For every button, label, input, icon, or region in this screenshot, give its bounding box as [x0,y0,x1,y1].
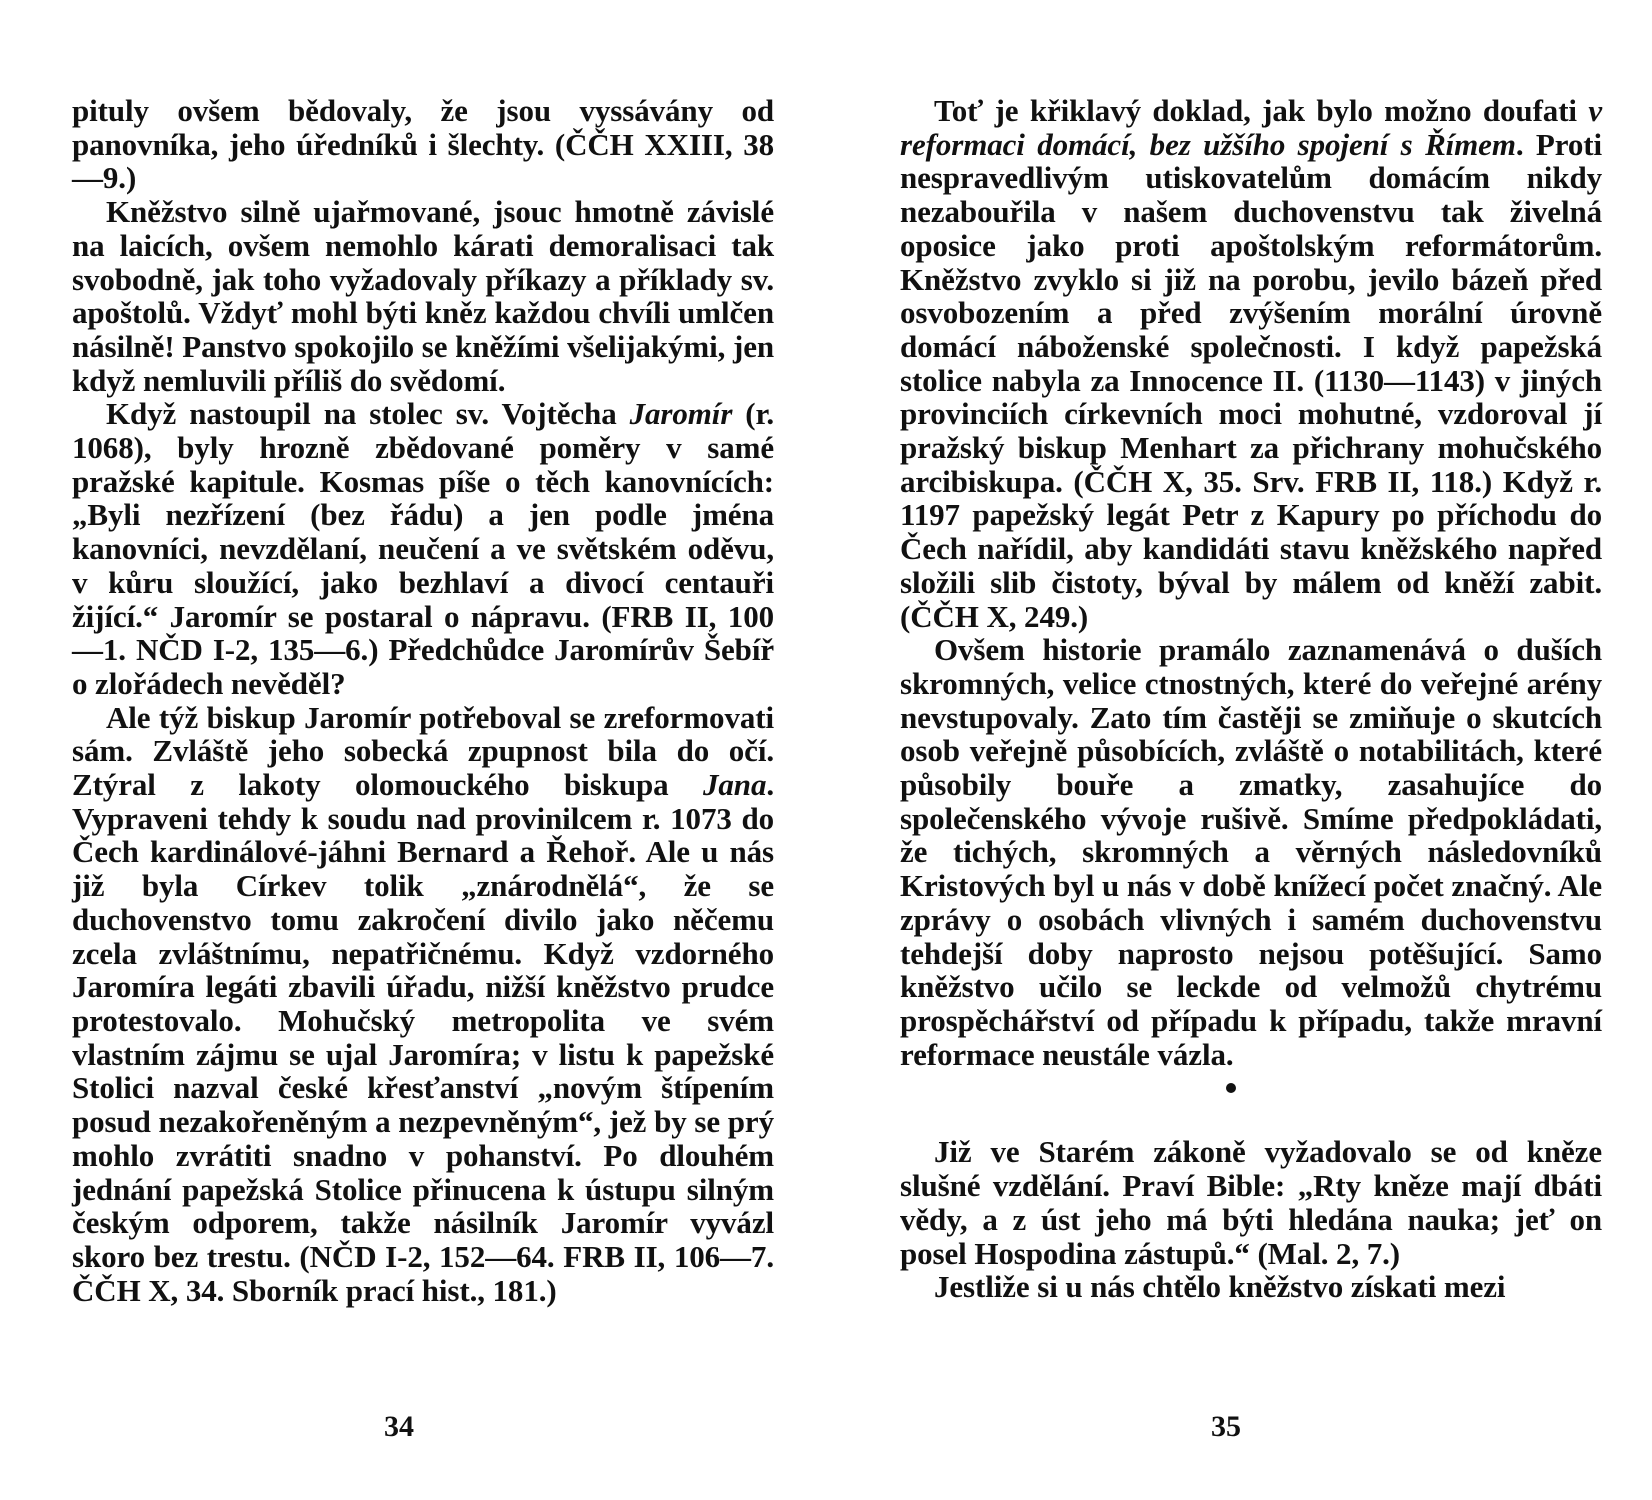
text-run: (r. 1068), byly hrozně zbědované poměry v samé pražské kapitule. Kosmas píše o těch kanovnících: „Byli nezřízení (bez řádu) a jen podle jména kanovníci, nevzdělaní, neučení a ve světském oděvu, v kůru sloužící, jako bezhlaví a divocí centauři žijící.“ Jaromír se postaral o nápravu. (FRB II, 100—1. NČD I-2, 135—6.) Předchůdce Jaromírův Šebíř o zlořádech nevěděl? [72,396,774,701]
text-run: pituly ovšem bědovaly, že jsou vyssávány od panovníka, jeho úředníků i šlechty. (ČČH XXIII, 38—9.) [72,93,774,196]
text-run: . Vypraveni tehdy k soudu nad provinilcem r. 1073 do Čech kardinálové-jáhni Bernard a Řehoř. Ale u nás již byla Církev tolik „znárodnělá“, že se duchovenstvo tomu zakročení divilo jako něčemu zcela zvláštnímu, nepatřičnému. Když vzdorného Jaromíra legáti zbavili úřadu, nižší kněžstvo prudce protestovalo. Mohučský metropolita ve svém vlastním zájmu se ujal Jaromíra; v listu k papežské Stolici nazval české křesťanství „novým štípením posud nezakořeněným a nezpevněným“, jež by se prý mohlo zvrátiti snadno v pohanství. Po dlouhém jednání papežská Stolice přinucena k ústupu silným českým odporem, takže násilník Jaromír vyvázl skoro bez trestu. (NČD I-2, 152—64. FRB II, 106—7. ČČH X, 34. Sborník prací hist., 181.) [72,767,774,1308]
paragraph [900,1270,1602,1304]
left-page [72,94,774,1307]
text-run: . Proti nespravedlivým utiskovatelům domácím nikdy nezabouřila v našem duchovenstvu tak živelná oposice jako proti apoštolským reformátorům. Kněžstvo zvyklo si již na porobu, jevilo bázeň před osvobozením a před zvýšením morální úrovně domácí náboženské společnosti. I když papežská stolice nabyla za Innocence II. (1130—1143) v jiných provinciích církevních moci mohutné, vzdoroval jí pražský biskup Menhart za přichrany mohučského arcibiskupa. (ČČH X, 35. Srv. FRB II, 118.) Když r. 1197 papežský legát Petr z Kapury po příchodu do Čech nařídil, aby kandidáti stavu kněžského napřed složili slib čistoty, býval by málem od kněží zabit. (ČČH X, 249.) [900,126,1602,634]
text-run: Kněžstvo silně ujařmované, jsouc hmotně závislé na laicích, ovšem nemohlo kárati demoralisaci tak svobodně, jak toho vyžadovaly příkazy a příklady sv. apoštolů. Vždyť mohl býti kněz každou chvíli umlčen násilně! Panstvo spokojilo se kněžími všelijakými, jen když nemluvili příliš do svědomí. [72,194,774,398]
italic-text: Jana [703,767,767,803]
text-run: Již ve Starém zákoně vyžadovalo se od kněze slušné vzdělání. Praví Bible: „Rty kněze mají dbáti vědy, a z úst jeho má býti hledána nauka; jeť on posel Hospodina zástupů.“ (Mal. 2, 7.) [900,1134,1602,1271]
section-separator [900,1071,1602,1135]
text-run: Ale týž biskup Jaromír potřeboval se zreformovati sám. Zvláště jeho sobecká zpupnost bila do očí. Ztýral z lakoty olomouckého biskupa [72,699,774,803]
italic-text: Jaromír [629,396,733,432]
right-page [900,94,1602,1304]
text-run: Ovšem historie pramálo zaznamenává o duších skromných, velice ctnostných, které do veřejné arény nevstupovaly. Zato tím častěji se zmiňuje o skutcích osob veřejně působících, zvláště o notabilitách, které působily bouře a zmatky, zasahujíce do společenského vývoje rušivě. Smíme předpokládati, že tichých, skromných a věrných následovníků Kristových byl u nás v době knížecí počet značný. Ale zprávy o osobách vlivných i samém duchovenstvu tehdejší doby naprosto nejsou potěšující. Samo kněžstvo učilo se leckde od velmožů chytrému prospěchářství od případu k případu, takže mravní reformace neustále vázla. [900,632,1602,1072]
text-run: Jestliže si u nás chtělo kněžstvo získati mezi [934,1269,1506,1305]
text-run: Toť je křiklavý doklad, jak bylo možno doufati [934,93,1589,128]
right-page-number: 35 [1211,1410,1241,1443]
paragraph [72,195,774,397]
paragraph [72,94,774,195]
paragraph [900,633,1602,1071]
bullet-separator-icon [1226,1083,1236,1093]
paragraph [900,1135,1602,1270]
right-page-text-lower [900,1135,1602,1304]
text-run: Když nastoupil na stolec sv. Vojtěcha [106,396,630,432]
paragraph [72,701,774,1308]
left-page-number: 34 [384,1410,414,1443]
paragraph [72,397,774,700]
left-page-text [72,94,774,1307]
paragraph [900,94,1602,633]
right-page-text-upper [900,94,1602,1071]
italic-text: v reformaci domácí, bez užšího spojení s Římem [900,93,1602,162]
